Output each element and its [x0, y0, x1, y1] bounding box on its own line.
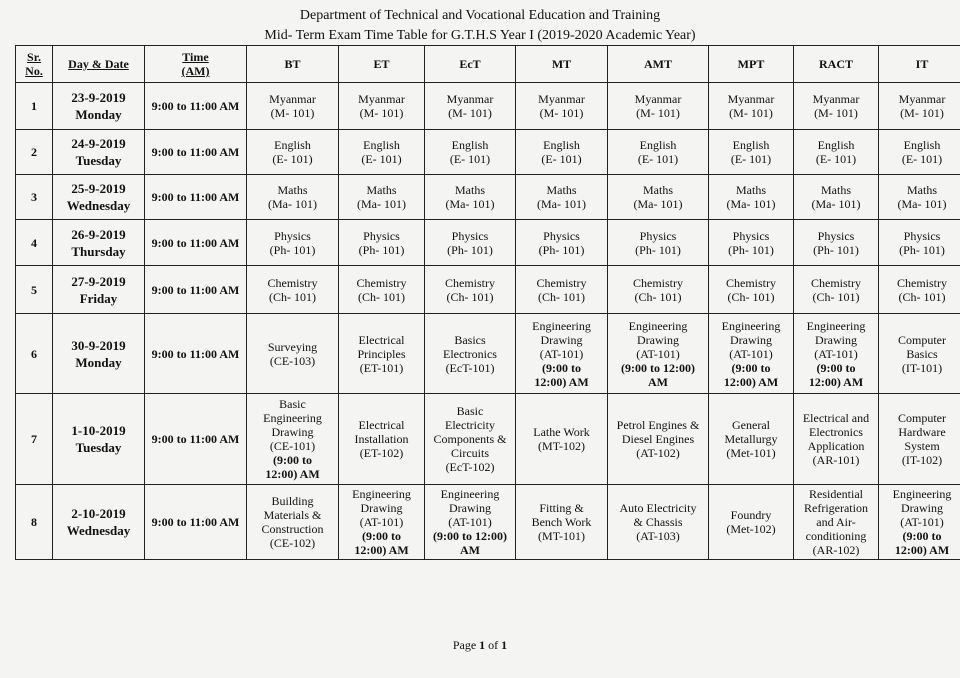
subject-text: Chemistry (Ch- 101) [267, 275, 318, 304]
extended-time-note: (9:00 to 12:00) AM [534, 360, 589, 389]
table-row [16, 314, 960, 394]
col-header-date: Day & Date [53, 46, 145, 83]
subject-cell [339, 485, 425, 560]
subject-text: Chemistry (Ch- 101) [445, 275, 495, 304]
subject-cell [794, 130, 879, 175]
subject-text: Electrical Principles (ET-101) [357, 332, 406, 375]
subject-text: English (E- 101) [730, 138, 772, 166]
subject-cell [247, 130, 339, 175]
exam-timetable [15, 45, 960, 560]
subject-text: Chemistry (Ch- 101) [536, 275, 587, 304]
extended-time-note: (9:00 to 12:00) AM [808, 360, 864, 389]
serial-number-cell: 8 [16, 485, 53, 560]
extended-time-note: (9:00 to 12:00) AM [621, 360, 695, 389]
subject-text: Petrol Engines & Diesel Engines (AT-102) [616, 418, 700, 460]
subject-text: Maths (Ma- 101) [811, 183, 861, 211]
date-cell: 27-9-2019 Friday [53, 266, 145, 314]
subject-text: Electrical Installation (ET-102) [354, 418, 409, 460]
subject-text: Lathe Work (MT-102) [533, 425, 590, 453]
subject-cell [794, 314, 879, 394]
subject-cell [339, 130, 425, 175]
subject-cell [608, 130, 709, 175]
page-label: Page [452, 638, 477, 652]
subject-text: Residential Refrigeration and Air- conditioning (AR-102) [804, 487, 868, 557]
extended-time-note: (9:00 to 12:00) AM [894, 529, 950, 557]
subject-cell [425, 83, 516, 130]
subject-cell [709, 266, 794, 314]
subject-text: Maths (Ma- 101) [268, 183, 317, 211]
subject-text: Computer Hardware System (IT-102) [898, 411, 946, 467]
subject-cell [247, 83, 339, 130]
subject-text: Maths (Ma- 101) [357, 183, 406, 211]
subject-cell [425, 485, 516, 560]
subject-text: Engineering Drawing (AT-101) [440, 487, 500, 529]
table-row [16, 394, 960, 485]
subject-cell [339, 83, 425, 130]
time-cell: 9:00 to 11:00 AM [145, 220, 247, 266]
subject-cell [879, 130, 960, 175]
subject-text: Physics (Ph- 101) [447, 228, 493, 257]
subject-text: Building Materials & Construction (CE-102) [261, 494, 324, 550]
subject-cell [709, 485, 794, 560]
subject-cell [879, 220, 960, 266]
serial-number-cell: 3 [16, 175, 53, 220]
subject-text: Chemistry (Ch- 101) [356, 275, 407, 304]
subject-text: Maths (Ma- 101) [537, 183, 586, 211]
subject-text: Basics Electronics (EcT-101) [443, 332, 497, 375]
subject-text: Maths (Ma- 101) [633, 183, 683, 211]
subject-cell [425, 130, 516, 175]
subject-text: Maths (Ma- 101) [445, 183, 495, 211]
subject-text: Myanmar (M- 101) [446, 92, 494, 120]
table-row [16, 485, 960, 560]
serial-number-cell: 1 [16, 83, 53, 130]
subject-text: Engineering Drawing (AT-101) [628, 318, 688, 361]
serial-number-cell: 2 [16, 130, 53, 175]
subject-cell [794, 394, 879, 485]
subject-text: Foundry (Met-102) [726, 508, 776, 536]
subject-cell [608, 314, 709, 394]
extended-time-note: (9:00 to 12:00) AM [723, 360, 779, 389]
department-title: Department of Technical and Vocational Education and Training [299, 8, 661, 23]
subject-cell [247, 314, 339, 394]
col-header-dept: EcT [425, 46, 516, 83]
subject-cell [794, 485, 879, 560]
subject-cell [425, 266, 516, 314]
subject-cell [608, 485, 709, 560]
time-cell: 9:00 to 11:00 AM [145, 175, 247, 220]
subject-text: English (E- 101) [901, 138, 943, 166]
extended-time-note: (9:00 to 12:00) AM [265, 453, 320, 481]
subject-cell [879, 394, 960, 485]
subject-cell [794, 220, 879, 266]
date-cell: 26-9-2019 Thursday [53, 220, 145, 266]
col-header-time: Time (AM) [145, 46, 247, 83]
subject-cell [516, 314, 608, 394]
subject-text: Myanmar (M- 101) [358, 92, 405, 120]
subject-text: Myanmar (M- 101) [727, 92, 775, 120]
subject-text: Chemistry (Ch- 101) [633, 275, 683, 304]
extended-time-note: (9:00 to 12:00) AM [354, 529, 409, 557]
subject-cell [339, 175, 425, 220]
subject-text: Fitting & Bench Work (MT-101) [531, 501, 592, 543]
subject-cell [879, 83, 960, 130]
subject-text: Maths (Ma- 101) [897, 183, 947, 211]
subject-text: Myanmar (M- 101) [634, 92, 682, 120]
subject-cell [516, 394, 608, 485]
subject-cell [425, 394, 516, 485]
page-total: 1 [501, 638, 508, 652]
table-row [16, 130, 960, 175]
subject-cell [608, 220, 709, 266]
subject-text: Myanmar (M- 101) [812, 92, 860, 120]
extended-time-note: (9:00 to 12:00) AM [433, 529, 507, 557]
timetable-body [16, 83, 960, 560]
subject-text: Computer Basics (IT-101) [898, 332, 946, 375]
col-header-dept: MPT [709, 46, 794, 83]
subject-text: Engineering Drawing (AT-101) [352, 487, 411, 529]
date-cell: 25-9-2019 Wednesday [53, 175, 145, 220]
date-cell: 24-9-2019 Tuesday [53, 130, 145, 175]
subject-text: English (E- 101) [815, 138, 857, 166]
serial-number-cell: 5 [16, 266, 53, 314]
subject-text: Myanmar (M- 101) [269, 92, 316, 120]
page-number: 1 [479, 638, 486, 652]
subject-text: Engineering Drawing (AT-101) [806, 318, 866, 361]
time-cell: 9:00 to 11:00 AM [145, 314, 247, 394]
subject-cell [608, 266, 709, 314]
subject-cell [339, 314, 425, 394]
date-cell: 30-9-2019 Monday [53, 314, 145, 394]
subject-text: Physics (Ph- 101) [269, 228, 316, 257]
subject-cell [709, 314, 794, 394]
subject-cell [709, 394, 794, 485]
subject-cell [425, 314, 516, 394]
subject-text: Physics (Ph- 101) [635, 228, 681, 257]
subject-cell [247, 175, 339, 220]
subject-text: Chemistry (Ch- 101) [726, 275, 776, 304]
subject-text: Engineering Drawing (AT-101) [532, 318, 591, 361]
subject-cell [879, 175, 960, 220]
subject-text: Maths (Ma- 101) [726, 183, 776, 211]
col-header-dept: IT [879, 46, 960, 83]
subject-cell [879, 485, 960, 560]
subject-text: Electrical and Electronics Application (AR-101) [802, 411, 870, 467]
subject-cell [709, 130, 794, 175]
subject-cell [794, 175, 879, 220]
time-cell: 9:00 to 11:00 AM [145, 266, 247, 314]
subject-text: Auto Electricity & Chassis (AT-103) [619, 501, 697, 543]
subject-cell [709, 220, 794, 266]
subject-text: Myanmar (M- 101) [898, 92, 946, 120]
date-cell: 2-10-2019 Wednesday [53, 485, 145, 560]
col-header-dept: BT [247, 46, 339, 83]
subject-text: English (E- 101) [361, 138, 402, 166]
subject-cell [247, 485, 339, 560]
subject-text: Basic Engineering Drawing (CE-101) [263, 397, 322, 453]
serial-number-cell: 6 [16, 314, 53, 394]
subject-text: Surveying (CE-103) [267, 339, 318, 368]
table-row [16, 266, 960, 314]
subject-cell [247, 220, 339, 266]
subject-cell [608, 83, 709, 130]
subject-cell [879, 266, 960, 314]
document-header [0, 6, 960, 46]
subject-text: Chemistry (Ch- 101) [811, 275, 861, 304]
serial-number-cell: 7 [16, 394, 53, 485]
table-row [16, 83, 960, 130]
subject-cell [709, 175, 794, 220]
subject-cell [794, 83, 879, 130]
subject-cell [339, 266, 425, 314]
subject-cell [247, 266, 339, 314]
subject-cell [425, 220, 516, 266]
subject-cell [608, 175, 709, 220]
date-cell: 23-9-2019 Monday [53, 83, 145, 130]
subject-cell [425, 175, 516, 220]
subject-text: English (E- 101) [272, 138, 313, 166]
col-header-dept: MT [516, 46, 608, 83]
subject-text: English (E- 101) [637, 138, 679, 166]
subject-text: Chemistry (Ch- 101) [897, 275, 947, 304]
subject-text: Physics (Ph- 101) [813, 228, 859, 257]
col-header-dept: AMT [608, 46, 709, 83]
subject-cell [516, 175, 608, 220]
subject-text: Physics (Ph- 101) [538, 228, 585, 257]
subject-text: Basic Electricity Components & Circuits (EcT-102) [433, 404, 507, 474]
table-row [16, 175, 960, 220]
header-row [16, 46, 960, 83]
subject-text: Engineering Drawing (AT-101) [892, 487, 952, 529]
col-header-dept: ET [339, 46, 425, 83]
subject-cell [516, 266, 608, 314]
subject-text: English (E- 101) [541, 138, 582, 166]
subject-cell [709, 83, 794, 130]
subject-cell [339, 220, 425, 266]
subject-text: Physics (Ph- 101) [358, 228, 405, 257]
subject-cell [247, 394, 339, 485]
serial-number-cell: 4 [16, 220, 53, 266]
of-label: of [488, 638, 499, 652]
col-header-dept: RACT [794, 46, 879, 83]
page-footer [0, 638, 960, 653]
subject-text: Engineering Drawing (AT-101) [721, 318, 781, 361]
time-cell: 9:00 to 11:00 AM [145, 130, 247, 175]
subject-cell [516, 83, 608, 130]
subject-text: Myanmar (M- 101) [538, 92, 585, 120]
time-cell: 9:00 to 11:00 AM [145, 485, 247, 560]
subject-cell [794, 266, 879, 314]
timetable-title: Mid- Term Exam Time Table for G.T.H.S Year I (2019-2020 Academic Year) [264, 28, 696, 43]
subject-text: Physics (Ph- 101) [728, 228, 774, 257]
subject-cell [608, 394, 709, 485]
subject-cell [339, 394, 425, 485]
time-cell: 9:00 to 11:00 AM [145, 83, 247, 130]
col-header-sr: Sr. No. [16, 46, 53, 83]
subject-cell [516, 485, 608, 560]
subject-cell [516, 220, 608, 266]
subject-cell [516, 130, 608, 175]
subject-text: Physics (Ph- 101) [899, 228, 945, 257]
table-row [16, 220, 960, 266]
time-cell: 9:00 to 11:00 AM [145, 394, 247, 485]
subject-text: English (E- 101) [449, 138, 491, 166]
subject-text: General Metallurgy (Met-101) [724, 418, 778, 460]
date-cell: 1-10-2019 Tuesday [53, 394, 145, 485]
subject-cell [879, 314, 960, 394]
